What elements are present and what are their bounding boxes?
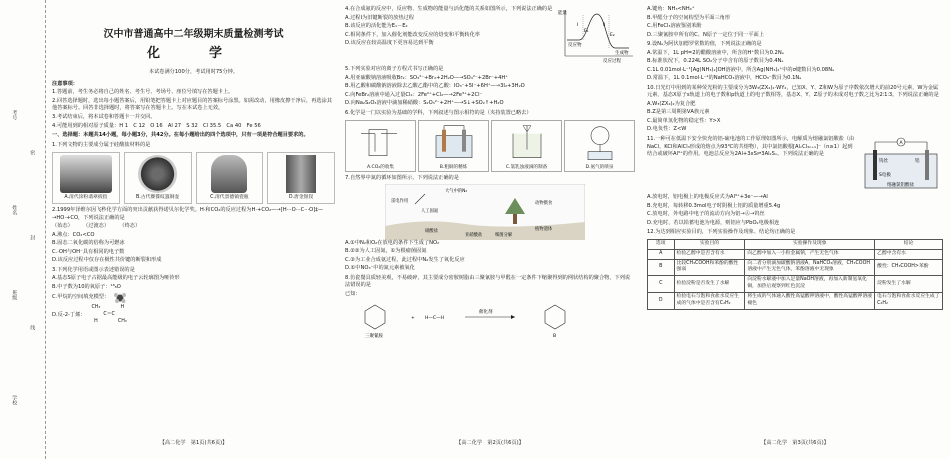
table-cell: D xyxy=(648,293,675,310)
table-cell: 比较CH₃COOH和苯酚的酸性强弱 xyxy=(674,259,745,276)
page-footer: 【高二化学 第3页(共6页)】 xyxy=(761,440,829,447)
question-stem: 12.为达到相应实验目的，下列实验操作及现象、结论均正确的是 xyxy=(647,229,796,236)
question-with-figure xyxy=(345,6,635,64)
structure-bond: C＝C xyxy=(103,312,115,318)
option: D.该反应过程中仅存在极性共价键的断裂和形成 xyxy=(52,257,162,264)
axis-label: 能量 xyxy=(558,11,567,16)
option-label: C.清代景德镇瓷瓶 xyxy=(210,195,249,201)
table-cell: B xyxy=(648,259,675,276)
table-cell: 向乙醇中加入一小粒金属钠，产生无色气体 xyxy=(745,249,875,259)
page-column-2 xyxy=(345,6,635,446)
apparatus-label: D.氨气的喷泉 xyxy=(585,164,614,170)
apparatus-row xyxy=(345,120,635,172)
option: B.标准状况下，0.224L SO₂分子中含有的原子数目为0.4Nₐ xyxy=(647,58,784,65)
option: A.键角：NH₃<NH₄⁺ xyxy=(647,6,695,12)
page-footer: 【高二化学 第2页(共6页)】 xyxy=(456,440,524,447)
hairpin-image xyxy=(286,155,316,193)
cycle-label: 亚硝酸盐 xyxy=(465,232,483,238)
table-row xyxy=(648,259,943,276)
option-text: C.甲烷的空间填充模型： xyxy=(52,294,110,301)
score-line: 本试卷满分100分，考试用时75分钟。 xyxy=(148,69,239,76)
option: A.W₃(ZX₄)₂为复合肥 xyxy=(647,100,696,107)
electrode-label: S电极 xyxy=(879,172,891,178)
artifact-image xyxy=(52,152,120,204)
apparatus-label: C.氯乳浊液滴的制备 xyxy=(505,164,548,170)
table-cell: 检验电石与饱和食盐水反应生成的气体中是否含有C₂H₂ xyxy=(674,293,745,310)
option: C.放电时，外电路中电子的流动方向为铝→Ⓐ→钨丝 xyxy=(647,211,765,218)
artifact-image xyxy=(124,152,192,204)
binding-strip xyxy=(0,0,46,459)
option: A.沸点：CO₂<CO xyxy=(52,231,95,238)
binding-label: 姓名 xyxy=(11,205,18,215)
structure-atom: CH₃ xyxy=(117,319,127,325)
question-stem: 4.在合成氨的反应中，反应物、生成物的能量与活化能的关系如图所示，下列说法正确的是 xyxy=(345,6,553,12)
option xyxy=(52,292,335,303)
table-header: 实验目的 xyxy=(674,239,745,249)
curve-label: 生成物 xyxy=(615,51,629,56)
page-column-3 xyxy=(647,6,943,446)
option: D.三聚氰胺中所有的C、N原子一定位于同一平面上 xyxy=(647,31,764,38)
question-with-figure xyxy=(647,136,943,194)
binding-label: 考号 xyxy=(11,110,18,120)
table-cell: 检验淀粉是否发生了水解 xyxy=(674,276,745,293)
option: B.甲醛分子的空间构型为平面三角形 xyxy=(647,14,731,21)
table-row xyxy=(648,276,943,293)
table-cell: 淀粉发生了水解 xyxy=(875,276,943,293)
option: D.充电时，若以铅蓄电池为电源，则铝应与PbO₂电极相连 xyxy=(647,219,780,226)
table-header: 选项 xyxy=(648,239,675,249)
option: B.中子数为10的氧原子：¹⁸₈O xyxy=(52,283,121,290)
binding-label: 密 xyxy=(29,150,36,155)
option: C.向FeBr₂溶液中通入过量Cl₂：2Fe²⁺+Cl₂—→2Fe³⁺+2Cl⁻ xyxy=(345,91,483,98)
process-label: Ⅰ xyxy=(577,23,579,28)
electrode-label: 钨丝 xyxy=(879,158,888,164)
option xyxy=(52,304,335,326)
energy-label: E₁ xyxy=(584,29,589,34)
question-stem: 1.下列文物的主要成分属于硅酸盐材料的是 xyxy=(52,141,151,148)
option-label: D.唐金银钗 xyxy=(288,195,314,201)
apparatus-figure xyxy=(491,120,562,172)
process-label: Ⅱ xyxy=(603,23,606,28)
option: B.用乙酸和碳酸钠溶液除去乙酸乙酯中的乙酸：IO₃⁻+5I⁻+6H⁺—→3I₂+3H₂O xyxy=(345,83,525,90)
condition-label: 催化剂 xyxy=(479,310,493,316)
reaction-subtitle: （始态） （过渡态） （终态） xyxy=(52,223,141,230)
svg-text:+: + xyxy=(411,316,415,322)
table-cell: 检验乙醇中是否含有水 xyxy=(674,249,745,259)
energy-label: E₂ xyxy=(610,33,615,38)
artifact-image xyxy=(267,152,335,204)
cycle-label: 细菌分解 xyxy=(495,232,513,238)
question-stem: 5.下列实验对应的离子方程式书写正确的是 xyxy=(345,66,444,72)
question-stem: 9.设Nₐ为阿伏加德罗常数的值，下列说法正确的是 xyxy=(647,41,762,48)
artifact-image-row xyxy=(52,152,335,204)
option: D.向Na₂S₂O₃溶液中滴加稀硝酸：S₂O₃²⁻+2H⁺—→S↓+SO₂↑+H₂O xyxy=(345,100,504,107)
curve-label: 反应物 xyxy=(568,43,582,48)
table-cell: C xyxy=(648,276,675,293)
compound-label: 三聚氰胺 xyxy=(365,334,383,340)
fountain-icon xyxy=(570,121,630,164)
svg-text:H—C—H: H—C—H xyxy=(425,316,444,322)
cycle-label: 硝酸盐 xyxy=(425,228,438,234)
option: B.该反应的活化能为E₁－E₂ xyxy=(345,23,408,30)
cycle-label: 大气中的N₂ xyxy=(445,188,468,194)
structure-atom: H xyxy=(120,305,125,311)
table-cell: 电石与饱和食盐水反应生成了C₂H₂ xyxy=(875,293,943,310)
note-item: 1.答题前，考生务必将自己的姓名、考生号、考场号、座位号填写在答题卡上。 xyxy=(52,89,234,96)
option: D.该反应在较高温度下更容易达到平衡 xyxy=(345,40,434,47)
apparatus-figure xyxy=(564,120,635,172)
option: A.过程Ⅰ为旧键断裂的放热过程 xyxy=(345,14,414,21)
table-header-row xyxy=(648,239,943,249)
table-header: 结论 xyxy=(875,239,943,249)
page-footer: 【高二化学 第1页(共6页)】 xyxy=(159,440,228,447)
option: C.用FeCl₃溶液鉴别苯酚 xyxy=(647,23,702,30)
experiment-table xyxy=(647,239,943,311)
binding-label: 学校 xyxy=(11,395,18,405)
option: C.1L 0.01mol·L⁻¹[Ag(NH₃)₂]OH溶液中，所含Ag(NH₃)₂⁺中的σ键数目为0.08Nₐ xyxy=(647,66,835,73)
notes-heading: 注意事项： xyxy=(52,80,78,87)
apparatus-label: A.CO₂的收集 xyxy=(367,164,394,170)
ammeter-label: A xyxy=(899,140,903,146)
gas-collection-icon xyxy=(351,121,411,164)
compound-label: B xyxy=(553,334,557,340)
option-label: B.古代饕餮纹簋铜壶 xyxy=(136,195,180,201)
note-item: 4.可能用到的相对原子质量：H 1 C 12 O 16 Al 27 S 32 Cl 35.5 Ca 40 Fe 56 xyxy=(52,122,261,129)
binding-label: 线 xyxy=(29,325,36,330)
page-column-1 xyxy=(52,6,335,446)
energy-diagram xyxy=(557,6,635,64)
option: A.用亚硫酸钠溶液吸收Br₂：SO₃²⁻+Br₂+2H₂O—→SO₄²⁻+2Br⁻+4H⁺ xyxy=(345,74,509,81)
option: A.放电时，铝电极上的电极反应式为Al³⁺+3e⁻—→Al xyxy=(647,193,768,200)
subject-title: 化 学 xyxy=(146,45,240,61)
axis-label: 反应过程 xyxy=(603,59,621,64)
option: D.常温下，1L 0.1mol·L⁻¹的NaHCO₃溶液中，HCO₃⁻数目为0.1Nₐ xyxy=(647,75,802,82)
electrode-label: 铝 xyxy=(915,158,920,164)
table-header: 实验操作及现象 xyxy=(745,239,875,249)
bronze-vessel-image xyxy=(138,155,177,193)
table-cell: 向二者分别滴加碳酸钠溶液A，NaHCO₃溶液，CH₃COOH溶液中产生无色气体，苯酚溶液中无现象 xyxy=(745,259,875,276)
question-stem: 11.一种可在低温下安全快充的铝-硫电池的工作原理如图所示，电解质为熔融氯铝酸盐（由NaCl、KCl和AlCl₃形成的熔点为93℃的共熔物），其中氯铝酸根[AlₙCl₃ₙ₊₁]⁻（n≥1）起到结合或破坏Al³⁺的作用。电池总反应为2Al+3xS⇌3Al₂Sₓ。下列说法正确的是 xyxy=(647,135,855,158)
question-stem: 3.下列化学用语或图示表述错误的是 xyxy=(52,266,135,273)
option-label: A.清代涂粉翡翠扳指 xyxy=(64,195,108,201)
apparatus-label: B.粗铜的精炼 xyxy=(439,164,468,170)
structure-atom: CH₃ xyxy=(91,305,101,311)
apparatus-figure xyxy=(418,120,489,172)
table-cell: 乙醇中含有水 xyxy=(875,249,943,259)
note-item: 2.回答选择题时，选出每小题答案后，用铅笔把答题卡上对应题目的答案标号涂黑。如需改动，用橡皮擦干净后，再选涂其他答案标号。回答非选择题时，将答案写在答题卡上。写在本试卷上无效。 xyxy=(52,97,332,112)
option: C.相同条件下，加入催化剂能改变反应的焓变和平衡转化率 xyxy=(345,31,480,38)
table-row xyxy=(648,249,943,259)
exam-title: 汉中市普通高中二年级期末质量检测考试 xyxy=(103,29,284,40)
binding-label: 班级 xyxy=(11,290,18,300)
electrolyte-label: 熔融氯铝酸盐 xyxy=(887,182,914,188)
melamine-reaction-diagram xyxy=(345,299,625,339)
cycle-label: 人工固氮 xyxy=(421,208,439,214)
electrolysis-icon xyxy=(424,121,484,164)
battery-diagram xyxy=(859,136,943,194)
section-heading: 一、选择题：本题共14小题，每小题3分，共42分。在每小题给出的四个选项中，只有一项是符合题目要求的。 xyxy=(52,132,309,139)
option: A.基态S原子电子占据最高能级的电子云轮廓图为哑铃形 xyxy=(52,275,180,282)
jade-ring-image xyxy=(60,155,113,193)
cycle-label: 动物摄食 xyxy=(535,200,553,206)
option: A.①中N₂和O₂在放电的条件下生成了NO₂ xyxy=(345,239,440,246)
table-cell: 将生成的气体通入酸性高锰酸钾溶液中，酸性高锰酸钾溶液褪色 xyxy=(745,293,875,310)
question-block xyxy=(345,6,553,64)
given-label: 已知： xyxy=(345,290,361,297)
question-stem: 8.仿瓷餐具质轻美观，不易破碎，其主要成分密胺树脂由三聚氰胺与甲醛在一定条件下缩聚得到的网状结构的聚合物，下列说法错误的是 xyxy=(345,274,631,289)
methane-model-icon xyxy=(113,292,127,303)
artifact-image xyxy=(196,152,264,204)
table-cell: 酸性：CH₃COOH>苯酚 xyxy=(875,259,943,276)
option: B.固态二氧化碳的俗称为可燃冰 xyxy=(52,240,125,247)
apparatus-figure xyxy=(345,120,416,172)
table-cell: 向淀粉水解液中加入足量NaOH溶液，再加入新制氢氧化铜，加热后观察到红色沉淀 xyxy=(745,276,875,293)
question-stem: 7.自然界中氮的循环如图所示，下列说法正确的是 xyxy=(345,175,459,182)
option: B.②②为人工固氮，①为根瘤菌固氮 xyxy=(345,248,427,255)
option: C.最简单氢化物的稳定性：Y>X xyxy=(647,117,721,124)
question-block xyxy=(647,136,855,194)
beaker-icon xyxy=(497,121,557,164)
cycle-label: 雷电作用 xyxy=(391,198,409,204)
option: A.常温下，1L pH=2的醋酸溶液中，所含的H⁺数目为0.2Nₐ xyxy=(647,49,784,56)
table-cell: A xyxy=(648,249,675,259)
cycle-label: 植物遗体 xyxy=(535,226,553,232)
option-text: D.反-2-丁烯： xyxy=(52,311,86,318)
question-stem: 10.日光灯中用到的某种荧光粉的主要成分为3W₃(ZX₄)₂·WY₂，已知X、Y、Z和W为原子序数依次增大的前20号元素，W为金属元素，基态X原子s轨道上的电子数和p轨道上的电子数相等，基态X、Y、Z原子的未成对电子数之比为2∶1∶3。下列说法正确的是 xyxy=(647,84,939,99)
trans-butene-structure xyxy=(91,305,126,326)
note-item: 3.考试结束后，将本试卷和答题卡一并交回。 xyxy=(52,114,156,120)
nitrogen-cycle-diagram xyxy=(385,184,585,240)
table-row xyxy=(648,293,943,310)
structure-atom: H xyxy=(94,319,98,325)
option: D.①中NO₃⁻中的氮元素被氧化 xyxy=(345,265,415,272)
option: C.·OH与OH⁻具有相同的电子数 xyxy=(52,248,125,255)
option: D.电负性：Z<W xyxy=(647,126,687,133)
option: B.充电时，每转移0.3mol电子时阴极上铝的质量增重5.4g xyxy=(647,202,781,209)
porcelain-image xyxy=(211,155,247,193)
question-stem: 2.1999年泽维尔因飞秒化学方面的突出贡献获得诺贝尔化学奖。H·和CO₂的反应过程为H·+CO₂—→[H···O···C···O]‡—→HO·+CO，下列说法正确的是 xyxy=(52,207,324,221)
option: C.③为工业合成氨过程，此过程中N₂发生了氧化反应 xyxy=(345,256,465,263)
question-stem: 6.化学是一门以实验为基础的学科，下列叙述与图示相符的是（夹持装置已略去） xyxy=(345,109,532,116)
binding-label: 封 xyxy=(29,235,36,240)
option: B.Z是第三周期第ⅤA族元素 xyxy=(647,109,710,116)
